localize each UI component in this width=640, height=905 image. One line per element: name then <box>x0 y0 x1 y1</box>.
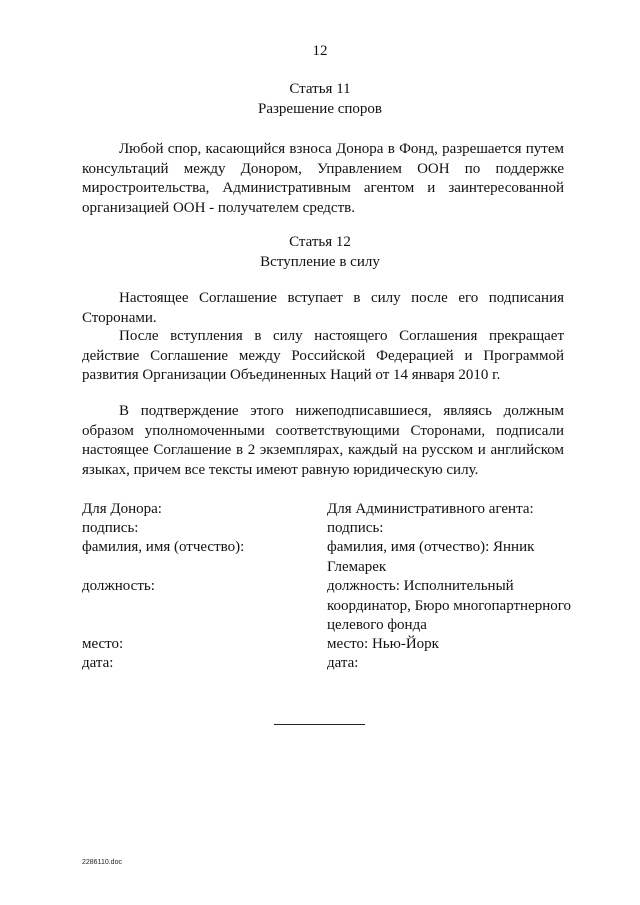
article-12-paragraph-1: Настоящее Соглашение вступает в силу после его подписания Сторонами. <box>82 290 564 326</box>
closing-rule <box>274 724 365 725</box>
witness-paragraph: В подтверждение этого нижеподписавшиеся, являясь должным образом уполномоченными соответствующими Сторонами, подписали настоящее Соглашение в 2 экземплярах, каждый на русском и английском языках, причем все тексты имеют равную юридическую силу. <box>82 403 564 478</box>
donor-place-label: место: <box>82 636 124 652</box>
agent-header: Для Административного агента: <box>327 501 534 517</box>
agent-signature-label: подпись: <box>327 520 384 536</box>
agent-place: место: Нью-Йорк <box>327 636 439 652</box>
agent-date-label: дата: <box>327 655 359 671</box>
article-11-title: Статья 11 <box>289 81 351 97</box>
article-12-subtitle: Вступление в силу <box>260 254 380 270</box>
agent-name: фамилия, имя (отчество): Янник Глемарек <box>327 539 535 575</box>
donor-signature-label: подпись: <box>82 520 139 536</box>
document-file-id: 2286110.doc <box>82 859 122 866</box>
donor-name-label: фамилия, имя (отчество): <box>82 539 245 555</box>
agent-signature-block <box>327 500 572 680</box>
article-12-title: Статья 12 <box>289 234 351 250</box>
article-12-paragraph-2: После вступления в силу настоящего Соглашения прекращает действие Соглашение между Российской Федерацией и Программой развития Организации Объединенных Наций от 14 января 2010 г. <box>82 328 564 383</box>
donor-header: Для Донора: <box>82 501 162 517</box>
donor-position-label: должность: <box>82 578 155 594</box>
article-11-paragraph: Любой спор, касающийся взноса Донора в Фонд, разрешается путем консультаций между Донором, Управлением ООН по поддержке миростроительства, Административным агентом и заинтересованной организацией ООН - получателем средств. <box>82 141 564 216</box>
donor-signature-block <box>82 500 312 680</box>
donor-date-label: дата: <box>82 655 114 671</box>
page-number: 12 <box>312 43 328 59</box>
agent-position: должность: Исполнительный координатор, Бюро многопартнерного целевого фонда <box>327 578 572 633</box>
article-11-subtitle: Разрешение споров <box>257 101 383 117</box>
